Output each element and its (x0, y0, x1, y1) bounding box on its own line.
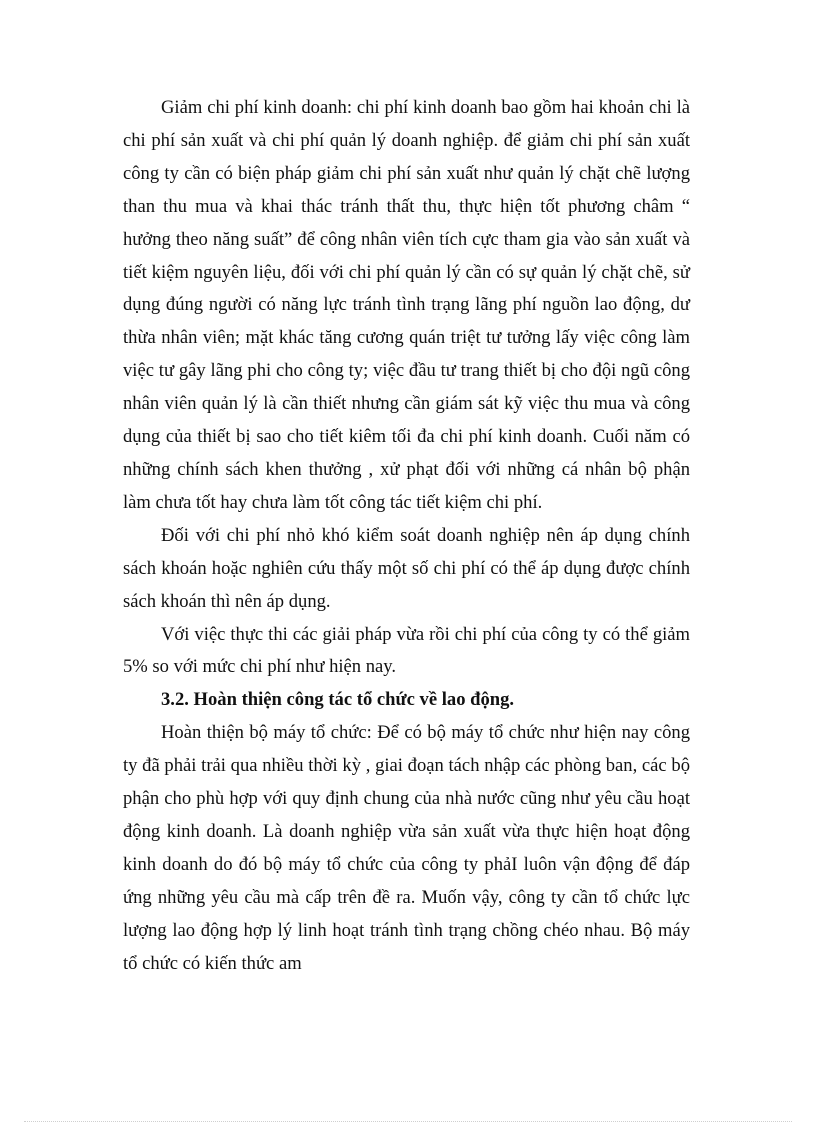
paragraph-savings-estimate: Với việc thực thi các giải pháp vừa rồi chi phí của công ty có thể giảm 5% so với mức chi phí như hiện nay. (123, 623, 690, 678)
paragraph-cost-reduction: Giảm chi phí kinh doanh: chi phí kinh doanh bao gồm hai khoản chi là chi phí sản xuất và chi phí quản lý doanh nghiệp. để giảm chi phí sản xuất công ty cần có biện pháp giảm chi phí sản xuất như quản lý chặt chẽ lượng than thu mua và khai thác tránh thất thu, thực hiện tốt phương châm “ hưởng theo năng suất” để công nhân viên tích cực tham gia vào sản xuất và tiết kiệm nguyên liệu, đối với chi phí quản lý cần có sự quản lý chặt chẽ, sử dụng đúng người có năng lực tránh tình trạng lãng phí nguồn lao động, dư thừa nhân viên; mặt khác tăng cương quán triệt tư tưởng lấy việc công làm việc tư gây lãng phi cho công ty; việc đầu tư trang thiết bị cho đội ngũ công nhân viên quản lý là cần thiết nhưng cần giám sát kỹ việc thu mua và công dụng của thiết bị sao cho tiết kiêm tối đa chi phí kinh doanh. Cuối năm có những chính sách khen thưởng , xử phạt đối với những cá nhân bộ phận làm chưa tốt hay chưa làm tốt công tác tiết kiệm chi phí. (123, 97, 690, 513)
paragraph-small-costs: Đối với chi phí nhỏ khó kiểm soát doanh nghiệp nên áp dụng chính sách khoán hoặc nghiên cứu thấy một số chi phí có thể áp dụng được chính sách khoán thì nên áp dụng. (123, 524, 690, 612)
paragraph-organization: Hoàn thiện bộ máy tổ chức: Để có bộ máy tổ chức như hiện nay công ty đã phải trải qua nhiều thời kỳ , giai đoạn tách nhập các phòng ban, các bộ phận cho phù hợp với quy định chung của nhà nước cũng như yêu cầu hoạt động kinh doanh. Là doanh nghiệp vừa sản xuất vừa thực hiện hoạt động kinh doanh do đó bộ máy tổ chức của công ty phảI luôn vận động để đáp ứng những yêu cầu mà cấp trên đề ra. Muốn vậy, công ty cần tổ chức lực lượng lao động hợp lý linh hoạt tránh tình trạng chồng chéo nhau. Bộ máy tổ chức có kiến thức am (123, 722, 690, 974)
page-bottom-divider (24, 1121, 792, 1122)
document-page (123, 92, 690, 980)
section-heading: 3.2. Hoàn thiện công tác tổ chức về lao động. (161, 689, 515, 711)
